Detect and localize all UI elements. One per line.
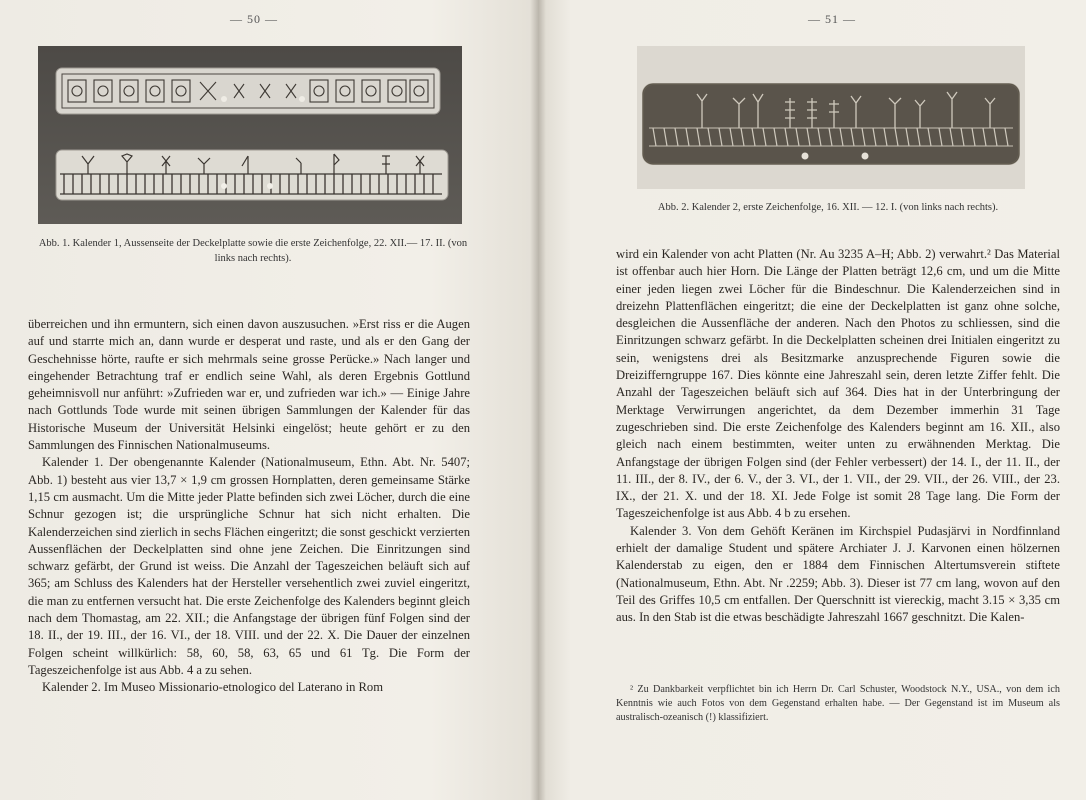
paragraph: Kalender 1. Der obengenannte Kalender (Nationalmuseum, Ethn. Abt. Nr. 5407; Abb. 1) besteht aus vier 13,7 × 1,9 cm grossen Hornplatten, deren gemeinsame Stärke 1,15 cm ausmacht. Um die Mitte jeder Platte befinden sich zwei Löcher, durch die eine Schnur gezogen ist; die ursprüngliche Schnur hat sich nicht erhalten. Die Kalenderzeichen sind zierlich in sechs Flächen eingeritzt; die sonst geschickt verzierten Aussenflächen der Deckelplatten sind ohne jene Zeichen. Die Einritzungen sind schwarz gefärbt, der Grund ist weiss. Die Anzahl der Tageszeichen beläuft sich auf 365; am Schluss des Kalenders hat der Hersteller versehentlich zwei zuviel eingeritzt, die man zu entfernen versucht hat. Die erste Zeichenfolge des Kalenders beginnt gleich nach dem Thomastag, am 22. XII.; die Anfangstage der übrigen fünf Folgen sind der 18. II., der 19. III., der 16. VI., der 18. VIII. und der 22. X. Die Dauer der einzelnen Folgen scheint willkürlich: 58, 60, 58, 63, 65 und 61 Tg. Die Form der Tageszeichenfolge ist aus Abb. 4 a zu sehen. [28, 455, 471, 677]
right-page [538, 0, 1086, 800]
page-number-right: — 51 — [808, 12, 856, 26]
figure-1-photo [38, 46, 462, 224]
figure-2-photo [637, 46, 1025, 189]
footnote: ² Zu Dankbarkeit verpflichtet bin ich Herrn Dr. Carl Schuster, Woodstock N.Y., USA., von dem ich Kenntnis wie auch Fotos von dem Gegenstand erhalten habe. — Der Gegenstand ist im Museum als australisch-ozeanisch (!) klassifiziert. [616, 684, 1060, 723]
page-number-left: — 50 — [230, 12, 278, 26]
dark-horn-calendar-plate-photo [637, 46, 1025, 189]
figure-1-caption: Abb. 1. Kalender 1, Aussenseite der Deckelplatte sowie die erste Zeichenfolge, 22. XII.— 17. II. (von links nach rechts). [38, 238, 468, 264]
right-body-text [616, 246, 1060, 627]
left-body-text [28, 316, 470, 697]
paragraph: Kalender 2. Im Museo Missionario-etnologico del Laterano in Rom [42, 680, 384, 695]
book-gutter [530, 0, 546, 800]
figure-2-caption: Abb. 2. Kalender 2, erste Zeichenfolge, 16. XII. — 12. I. (von links nach rechts). [657, 202, 999, 213]
paragraph: wird ein Kalender von acht Platten (Nr. Au 3235 A–H; Abb. 2) verwahrt.² Das Material ist offenbar auch hier Horn. Die Länge der Platten beträgt 12,6 cm, und um die Mitte einer jeden liegen zwei Löcher für die Bindeschnur. Die Kalenderzeichen sind in dreizehn Plattenflächen eingeritzt; die eine der Deckelplatten ist ganz ohne solche, desgleichen die Aussenfläche der anderen. Nach den Photos zu schliessen, sind die Einritzungen schwarz gefärbt. In die Deckelplatten scheinen drei Initialen eingeritzt zu sein, wenigstens drei als Besitzmarke anzusprechende Figuren sowie die Dreizifferngruppe 167. Dies könnte eine Jahreszahl sein, deren letzte Ziffer fehlt. Die Anzahl der Tageszeichen beläuft sich auf 364. Dies hat in der Unterbringung der Merktage Verwirrungen angerichtet, da dem Dezember immerhin 31 Tage zugeschrieben sind. Die erste Zeichenfolge des Kalenders beginnt am 16. XII., also gleich nach einem bestimmten, weiter unten zu erwähnenden Merktag. Die Anfangstage der übrigen Folgen sind (der Fehler verbessert) der 14. I., der 11. II., der 11. III., der 8. IV., der 6. V., der 3. VI., der 1. VII., der 29. VII., der 26. VIII., der 23. IX., der 21. X. und der 18. XI. Jede Folge ist somit 28 Tage lang. Die Form der Tageszeichenfolge ist aus Abb. 4 b zu ersehen. [616, 247, 1060, 521]
carved-horn-calendar-plates-photo [38, 46, 462, 224]
paragraph: überreichen und ihn ermuntern, sich einen davon auszusuchen. »Erst riss er die Augen auf und starrte mich an, dann wurde er desperat und raste, und als er den Gang der Geschehnisse hörte, raufte er sich mehrmals seine grosse Perücke.» Nach langer und eingehender Betrachtung traf er endlich seine Wahl, als deren Ergebnis Gottlund geheimnisvoll nur anführt: »Zufrieden war er, und zufrieden war ich.» — Einige Jahre nach Gottlunds Tode wurde mit seinen übrigen Sammlungen der Kalender für das Historische Museum der Universität Helsinki eingelöst; heute gehört er zu den Sammlungen des Finnischen Nationalmuseums. [28, 317, 470, 453]
paragraph: Kalender 3. Von dem Gehöft Keränen im Kirchspiel Pudasjärvi in Nordfinnland erhielt der damalige Student und spätere Archiater J. J. Karvonen einen hölzernen Kalenderstab zu eigen, den er 1884 dem Finnischen Altertumsverein stiftete (Nationalmuseum, Ethn. Abt. Nr .2259; Abb. 3). Dieser ist 77 cm lang, wovon auf den Teil des Griffes 10,5 cm entfallen. Der Querschnitt ist viereckig, macht 3.15 × 3,35 cm aus. In den Stab ist die etwas beschädigte Jahreszahl 1667 geschnitzt. Die Kalen- [616, 523, 1060, 625]
left-page [0, 0, 538, 800]
